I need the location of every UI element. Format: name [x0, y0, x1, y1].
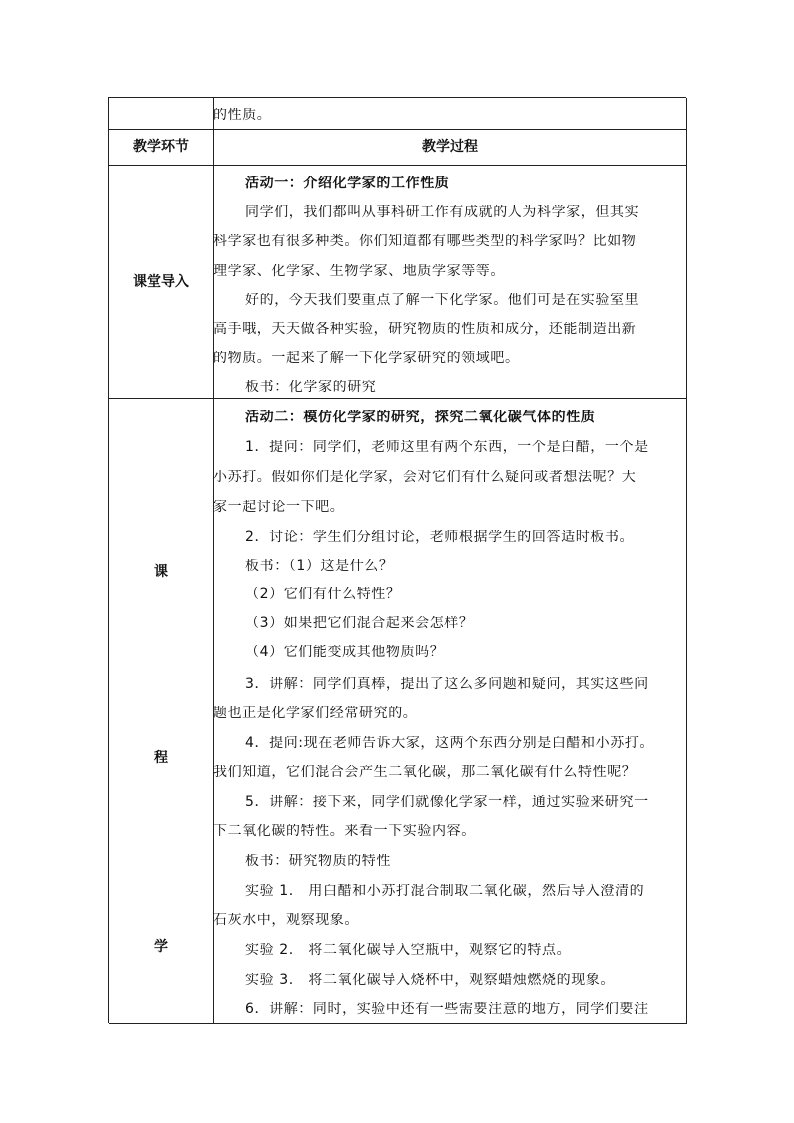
experiment-line: 石灰水中，观察现象。	[213, 913, 359, 927]
paragraph-line: 小苏打。假如你们是化学家，会对它们有什么疑问或者想法呢？大	[213, 470, 637, 484]
section-label-char: 课	[154, 564, 168, 580]
lesson-plan-table	[108, 97, 686, 1023]
paragraph-line: 题也正是化学家们经常研究的。	[213, 706, 418, 720]
board-note: （4）它们能变成其他物质吗？	[245, 645, 445, 659]
paragraph-line: 1．提问：同学们，老师这里有两个东西，一个是白醋，一个是	[245, 440, 649, 454]
activity-title: 活动一：介绍化学家的工作性质	[245, 176, 450, 190]
continued-text: 的性质。	[213, 108, 272, 122]
paragraph-line: 高手哦，天天做各种实验，研究物质的性质和成分，还能制造出新	[213, 322, 637, 336]
paragraph-line: 同学们，我们都叫从事科研工作有成就的人为科学家，但其实	[245, 205, 640, 219]
board-note: 板书：化学家的研究	[245, 380, 377, 394]
paragraph-line: 4．提问:现在老师告诉大家，这两个东西分别是白醋和小苏打。	[245, 736, 655, 750]
paragraph-line: 科学家也有很多种类。你们知道都有哪些类型的科学家吗？比如物	[213, 234, 637, 248]
section-label-char: 程	[154, 750, 168, 766]
paragraph-line: 好的，今天我们要重点了解一下化学家。他们可是在实验室里	[245, 293, 640, 307]
row-divider	[109, 1023, 686, 1024]
row-divider	[109, 129, 686, 130]
paragraph-line: 6．讲解：同时，实验中还有一些需要注意的地方，同学们要注	[245, 1002, 649, 1016]
paragraph-line: 理学家、化学家、生物学家、地质学家等等。	[213, 264, 505, 278]
paragraph-line: 下二氧化碳的特性。来看一下实验内容。	[213, 824, 476, 838]
paragraph-line: 2．讨论：学生们分组讨论，老师根据学生的回答适时板书。	[245, 530, 635, 544]
section-label-intro: 课堂导入	[133, 274, 189, 290]
row-divider	[109, 398, 686, 399]
section-label-char: 学	[154, 939, 168, 955]
header-teaching-process: 教学过程	[422, 139, 478, 155]
experiment-line: 实验 2. 将二氧化碳导入空瓶中，观察它的特点。	[245, 943, 572, 957]
board-note: 板书：研究物质的特性	[245, 854, 391, 868]
paragraph-line: 3．讲解：同学们真棒，提出了这么多问题和疑问，其实这些问	[245, 677, 649, 691]
board-note: 板书：（1）这是什么？	[245, 559, 394, 573]
board-note: （2）它们有什么特性？	[245, 587, 401, 601]
header-teaching-phase: 教学环节	[133, 139, 189, 155]
paragraph-line: 5．讲解：接下来，同学们就像化学家一样，通过实验来研究一	[245, 795, 649, 809]
experiment-line: 实验 3. 将二氧化碳导入烧杯中，观察蜡烛燃烧的现象。	[245, 973, 616, 987]
board-note: （3）如果把它们混合起来会怎样？	[245, 616, 474, 630]
activity-title: 活动二：模仿化学家的研究，探究二氧化碳气体的性质	[245, 410, 596, 424]
paragraph-line: 我们知道，它们混合会产生二氧化碳，那二氧化碳有什么特性呢？	[213, 765, 637, 779]
row-divider	[109, 165, 686, 166]
paragraph-line: 的物质。一起来了解一下化学家研究的领域吧。	[213, 351, 520, 365]
paragraph-line: 家一起讨论一下吧。	[213, 500, 345, 514]
experiment-line: 实验 1. 用白醋和小苏打混合制取二氧化碳，然后导入澄清的	[245, 884, 645, 898]
